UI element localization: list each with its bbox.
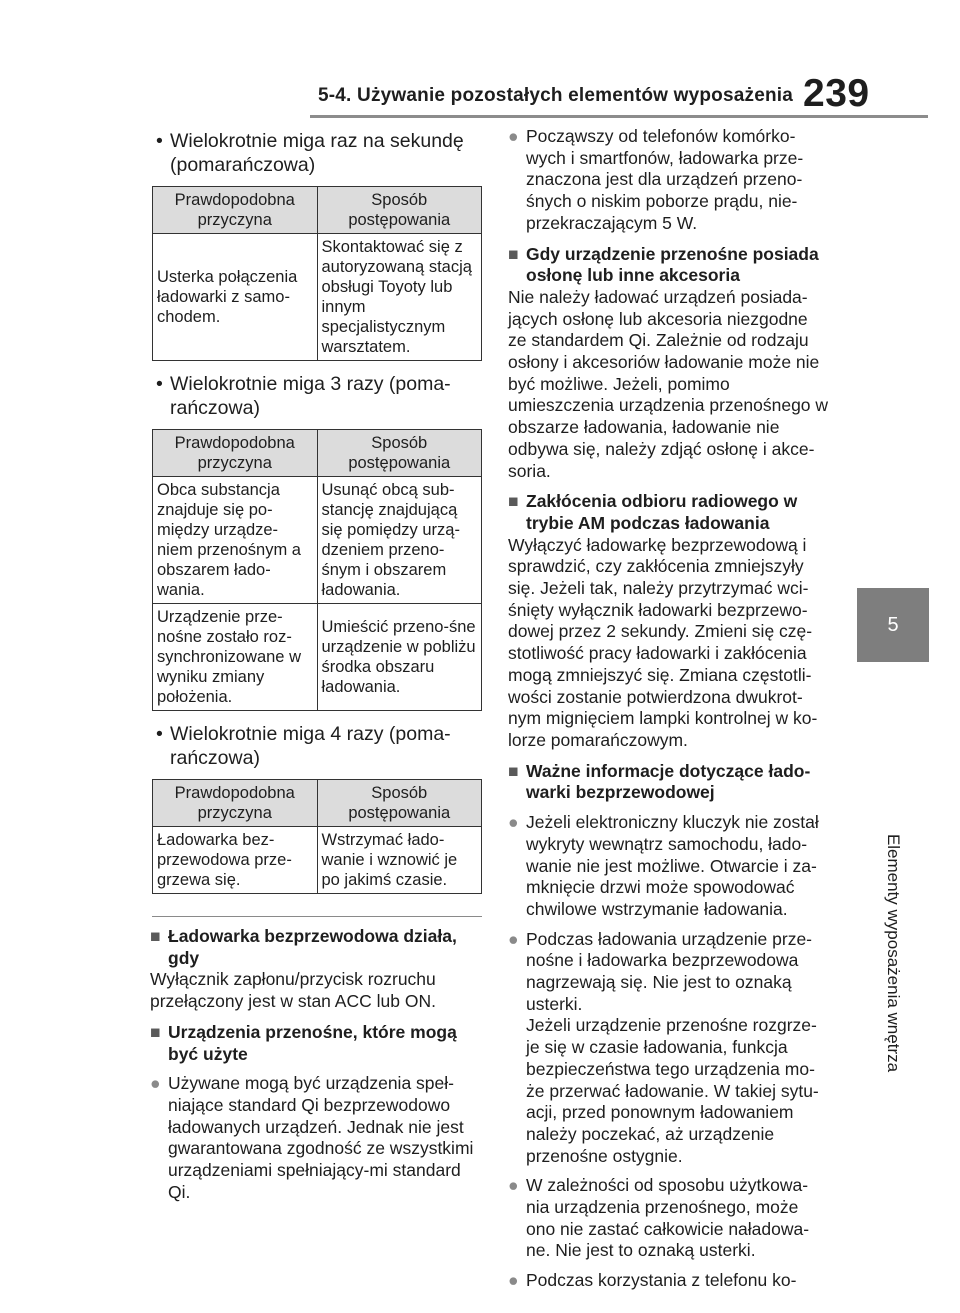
square-bullet-icon: ■ — [508, 491, 519, 512]
circle-bullet-icon: ● — [508, 1270, 519, 1291]
table-cell-action: Wstrzymać łado-wanie i wznowić je po jakimś czasie. — [317, 827, 482, 894]
table-cell-action: Usunąć obcą sub-stancję znajdującą się pomiędzy urzą-dzeniem przeno-śnym i obszarem ładowania. — [317, 477, 482, 604]
paragraph: Wyłączyć ładowarkę bezprzewodową i sprawdzić, czy zakłócenia zmniejszyły się. Jeżeli tak, należy przytrzymać wci-śnięty wyłącznik ładowarki bezprzewo-dowej przez 2 sekundy. Zmieni się czę-stotliwość pracy ładowarki i zakłócenia mogą zmniejszyć się. Zmiana częstotli-wości zostanie potwierdzona dwukrot-nym mignięciem lampki kontrolnej w ko-lorze pomarańczowym. — [508, 534, 818, 750]
circle-bullet-icon: ● — [508, 928, 519, 949]
square-bullet-icon: ■ — [150, 926, 161, 946]
circle-bullet-icon: ● — [150, 1073, 161, 1094]
list-item — [508, 1175, 830, 1262]
paragraph: Nie należy ładować urządzeń posiada-jących osłonę lub akcesoria niezgodne ze standardem Qi. Zależnie od rodzaju osłony i akcesoriów ładowanie może nie być możliwe. Jeżeli, pomimo umieszczenia urządzenia przenośnego w obszarze ładowania, ładowanie nie odbywa się, należy zdjąć osłonę i akce-soria. — [508, 286, 829, 481]
square-bullet-icon: ■ — [508, 760, 519, 781]
bullet-icon: • — [156, 723, 163, 745]
circle-bullet-icon: ● — [508, 126, 519, 146]
list-item-text: W zależności od sposobu użytkowa-nia urządzenia przenośnego, może ono nie zastać całkowicie naładowa-ne. Nie jest to oznaką usterki. — [526, 1175, 810, 1261]
table-row — [153, 827, 482, 894]
list-item — [150, 1073, 482, 1203]
section-heading-am-interference — [508, 491, 830, 534]
section-heading-devices — [150, 1022, 482, 1065]
list-item — [508, 126, 830, 235]
list-item — [508, 812, 830, 921]
section-heading-text: Urządzenia przenośne, które mogą być użyte — [168, 1021, 457, 1064]
blink-pattern-1-text: Wielokrotnie miga raz na sekundę (pomarańczowa) — [170, 130, 464, 176]
chapter-label-text: Elementy wyposażenia wnętrza — [884, 833, 903, 1073]
table-header-cause: Prawdopodobna przyczyna — [153, 430, 318, 477]
section-heading-text: Ładowarka bezprzewodowa działa, gdy — [168, 926, 457, 968]
chapter-tab: 5 — [857, 588, 929, 662]
table-cell-cause: Usterka połączenia ładowarki z samo-chodem. — [153, 234, 318, 361]
table-header-cause: Prawdopodobna przyczyna — [153, 187, 318, 234]
table-row — [153, 604, 482, 711]
table-cell-cause: Urządzenie prze-nośne zostało roz-synchronizowane w wyniku zmiany położenia. — [153, 604, 318, 711]
table-header-cause: Prawdopodobna przyczyna — [153, 780, 318, 827]
square-bullet-icon: ■ — [508, 243, 519, 264]
header-divider — [310, 115, 928, 118]
table-cell-action: Umieścić przeno-śne urządzenie w pobliżu środka obszaru ładowania. — [317, 604, 482, 711]
section-heading-text: Zakłócenia odbioru radiowego w trybie AM podczas ładowania — [526, 491, 798, 533]
page-number: 239 — [803, 72, 870, 115]
paragraph: Wyłącznik zapłonu/przycisk rozruchu przełączony jest w stan ACC lub ON. — [150, 969, 436, 1012]
list-item — [508, 1270, 830, 1292]
blink-pattern-2 — [150, 372, 482, 420]
section-heading-cover — [508, 244, 830, 287]
blink-pattern-3 — [150, 722, 482, 770]
cause-table-2 — [152, 429, 482, 711]
list-item-text: Używane mogą być urządzenia speł-niające standard Qi bezprzewodowo ładowanych urządzeń. Jednak nie jest gwarantowana zgodność ze wszystkimi urządzeniami spełniający-mi standard Qi. — [168, 1073, 474, 1202]
table-header-action: Sposób postępowania — [317, 430, 482, 477]
bullet-icon: • — [156, 130, 163, 152]
circle-bullet-icon: ● — [508, 812, 519, 833]
table-cell-cause: Ładowarka bez-przewodowa prze-grzewa się. — [153, 827, 318, 894]
right-column — [508, 126, 830, 1292]
section-heading-charger-works — [150, 926, 482, 969]
section-heading-text: Ważne informacje dotyczące łado-warki bezprzewodowej — [526, 760, 811, 803]
section-title: 5-4. Używanie pozostałych elementów wyposażenia — [318, 85, 794, 106]
list-item-text: Jeżeli elektroniczny kluczyk nie został wykryty wewnątrz samochodu, łado-wanie nie jest możliwe. Otwarcie i za-mknięcie drzwi może spowodować chwilowe wstrzymanie ładowania. — [526, 812, 819, 919]
table-row — [153, 234, 482, 361]
left-column — [150, 120, 482, 1203]
table-row — [153, 477, 482, 604]
square-bullet-icon: ■ — [150, 1021, 161, 1042]
list-item — [508, 929, 830, 1168]
chapter-label — [878, 833, 908, 1073]
blink-pattern-1 — [150, 129, 482, 177]
table-cell-action: Skontaktować się z autoryzowaną stacją obsługi Toyoty lub innym specjalistycznym warsztatem. — [317, 234, 482, 361]
list-item-text: Podczas ładowania urządzenie prze-nośne i ładowarka bezprzewodowa nagrzewają się. Nie jest to oznaką usterki. — [526, 928, 812, 1014]
section-divider — [152, 916, 482, 917]
list-item-text: Podczas korzystania z telefonu ko- — [526, 1270, 797, 1291]
section-heading-text: Gdy urządzenie przenośne posiada osłonę lub inne akcesoria — [526, 243, 819, 286]
table-header-action: Sposób postępowania — [317, 780, 482, 827]
table-header-action: Sposób postępowania — [317, 187, 482, 234]
cause-table-3 — [152, 779, 482, 894]
cause-table-1 — [152, 186, 482, 361]
blink-pattern-3-text: Wielokrotnie miga 4 razy (poma-rańczowa) — [170, 723, 451, 769]
table-cell-cause: Obca substancja znajduje się po-między urządze-niem przenośnym a obszarem łado-wania. — [153, 477, 318, 604]
bullet-icon: • — [156, 373, 163, 395]
section-heading-important — [508, 761, 830, 804]
blink-pattern-2-text: Wielokrotnie miga 3 razy (poma-rańczowa) — [170, 373, 451, 419]
list-item-text: Począwszy od telefonów komórko-wych i smartfonów, ładowarka prze-znaczona jest dla urządzeń przeno-śnych o niskim poborze prądu, nie-przekraczającym 5 W. — [526, 126, 804, 233]
circle-bullet-icon: ● — [508, 1175, 519, 1196]
list-item-text-continued: Jeżeli urządzenie przenośne rozgrze-je się w czasie ładowania, funkcja bezpieczeństwa tego urządzenia mo-że przerwać ładowanie. W takiej sytu-acji, przed ponownym ładowaniem należy poczekać, aż urządzenie przenośne ostygnie. — [526, 1015, 819, 1166]
